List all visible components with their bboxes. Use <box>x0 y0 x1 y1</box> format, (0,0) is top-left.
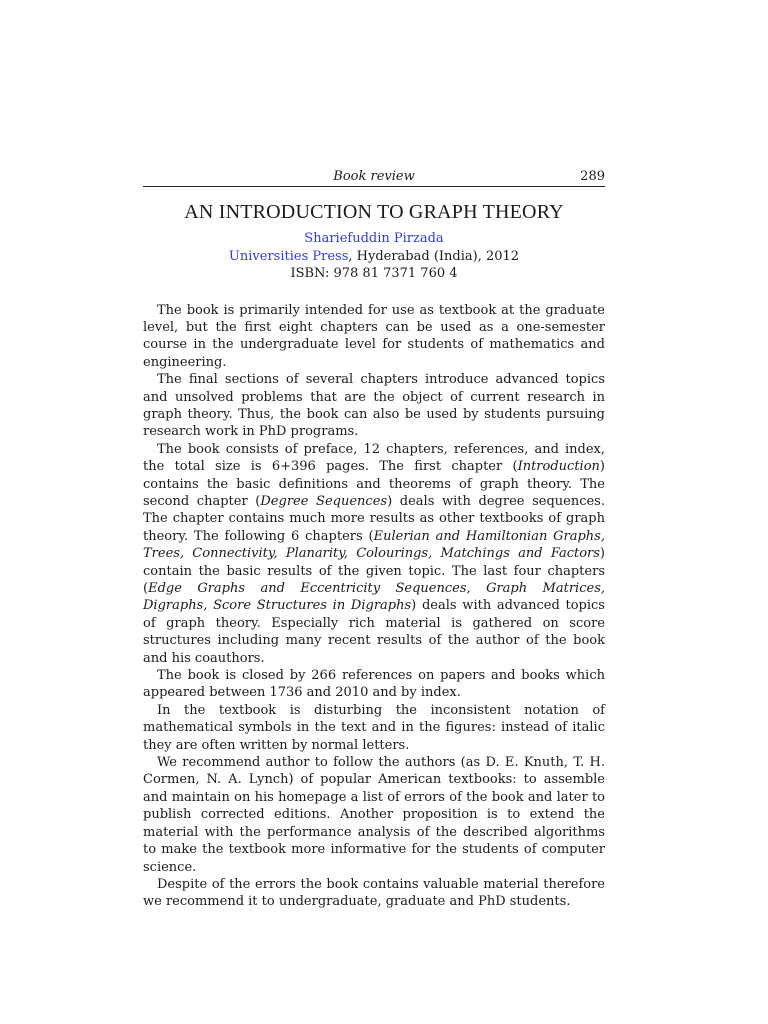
paragraph-3 <box>143 441 605 667</box>
paragraph-3-text-5: ) deals with advanced topics of graph theory. Especially rich material is gathered on score structures including many recent results of the author of the book and his coauthors. <box>143 598 605 666</box>
paragraph-4: The book is closed by 266 references on papers and books which appeared between 1736 and 2010 and by index. <box>143 668 605 701</box>
review-body <box>143 302 605 911</box>
paragraph-5: In the textbook is disturbing the inconsistent notation of mathematical symbols in the text and in the figures: instead of italic they are often written by normal letters. <box>143 702 605 753</box>
chapter-names-basic: Eulerian and Hamiltonian Graphs, Trees, Connectivity, Planarity, Colourings, Matchings and Factors <box>143 528 605 562</box>
chapter-name-introduction: Introduction <box>517 459 600 475</box>
chapter-names-advanced: Edge Graphs and Eccentricity Sequences, Graph Matrices, Digraphs, Score Structures in Digraphs <box>143 581 605 614</box>
paragraph-3-text-1: The book consists of preface, 12 chapters, references, and index, the total size is 6+396 pages. The first chapter ( <box>143 441 605 475</box>
publisher-place-year: , Hyderabad (India), 2012 <box>348 248 520 264</box>
paragraph-1: The book is primarily intended for use as textbook at the graduate level, but the first eight chapters can be used as a one-semester course in the undergraduate level for students of mathematics and engineering. <box>143 302 605 370</box>
paragraph-3-text-2: ) contains the basic definitions and theorems of graph theory. The second chapter ( <box>143 459 605 509</box>
author-link[interactable]: Shariefuddin Pirzada <box>304 231 444 246</box>
paragraph-2: The final sections of several chapters introduce advanced topics and unsolved problems that are the object of current research in graph theory. Thus, the book can also be used by students pursuing research work in PhD programs. <box>143 372 605 440</box>
running-head <box>143 168 605 187</box>
journal-page <box>143 168 605 911</box>
paragraph-7: Despite of the errors the book contains valuable material therefore we recommend it to undergraduate, graduate and PhD students. <box>143 876 605 910</box>
paragraph-6: We recommend author to follow the authors (as D. E. Knuth, T. H. Cormen, N. A. Lynch) of popular American textbooks: to assemble and maintain on his homepage a list of errors of the book and later to publish corrected editions. Another proposition is to extend the material with the performance analysis of the described algorithms to make the textbook more informative for the students of computer science. <box>143 755 605 875</box>
running-head-title: Book review <box>333 169 415 184</box>
publisher-line <box>143 248 605 266</box>
book-metadata <box>143 230 605 283</box>
chapter-name-degree-sequences: Degree Sequences <box>260 493 388 509</box>
paragraph-3-text-3: ) deals with degree sequences. The chapter contains much more results as other textbooks of graph theory. The following 6 chapters ( <box>143 493 605 544</box>
publisher-link[interactable]: Universities Press <box>228 248 349 264</box>
paragraph-3-text-4: ) contain the basic results of the given topic. The last four chapters ( <box>143 546 605 596</box>
book-title: AN INTRODUCTION TO GRAPH THEORY <box>184 201 564 223</box>
isbn: ISBN: 978 81 7371 760 4 <box>290 266 458 281</box>
page-number: 289 <box>580 169 605 184</box>
